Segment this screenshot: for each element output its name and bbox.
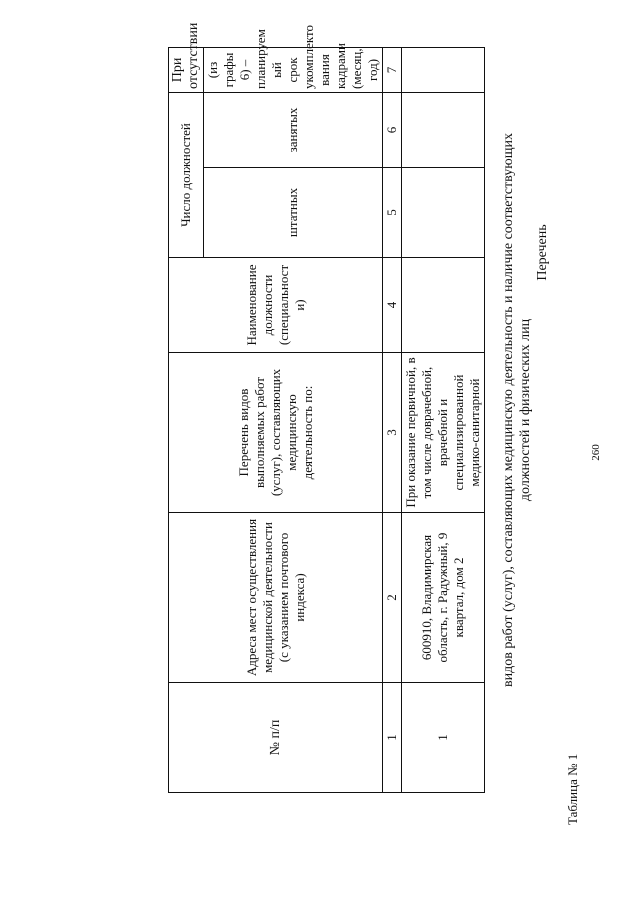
table-number: Таблица № 1 xyxy=(565,753,580,825)
document-title: Перечень xyxy=(535,224,550,281)
row-position xyxy=(402,258,485,353)
page-number: 260 xyxy=(590,444,602,461)
column-number-3: 3 xyxy=(383,353,402,513)
header-cell-services: Перечень видов выполняемых работ (услуг), составляющих медицинскую деятельность по: xyxy=(169,353,383,513)
header-cell-positions-count: Число должностей xyxy=(169,92,204,257)
row-address: 600910, Владимирская область, г. Радужный, 9 квартал, дом 2 xyxy=(402,513,485,683)
services-table xyxy=(168,22,485,793)
header-cell-number: № п/п xyxy=(169,683,383,793)
header-cell-position: Наименование должности (специальност и) xyxy=(169,258,383,353)
row-number: 1 xyxy=(402,683,485,793)
column-number-1: 1 xyxy=(383,683,402,793)
header-cell-planned-date: (из графы 6) – планируем ый срок укомплекто вания кадрами (месяц, год) xyxy=(204,47,383,92)
header-cell-occupied: занятых xyxy=(204,92,383,167)
column-number-5: 5 xyxy=(383,168,402,258)
header-cell-absence: При отсутствии xyxy=(169,47,204,92)
row-staff xyxy=(402,168,485,258)
table-row xyxy=(402,47,485,792)
column-number-4: 4 xyxy=(383,258,402,353)
document-subtitle: видов работ (услуг), составляющих медицинскую деятельность и наличие соответствующих должностей и физических лиц xyxy=(501,133,533,687)
column-number-2: 2 xyxy=(383,513,402,683)
row-planned xyxy=(402,47,485,92)
row-services: При оказание первичной, в том числе доврачебной, врачебной и специализированной медико-санитарной xyxy=(402,353,485,513)
column-number-6: 6 xyxy=(383,92,402,167)
column-number-7: 7 xyxy=(383,47,402,92)
header-cell-address: Адреса мест осуществления медицинской деятельности (с указанием почтового индекса) xyxy=(169,513,383,683)
header-cell-staff: штатных xyxy=(204,168,383,258)
row-occupied xyxy=(402,92,485,167)
